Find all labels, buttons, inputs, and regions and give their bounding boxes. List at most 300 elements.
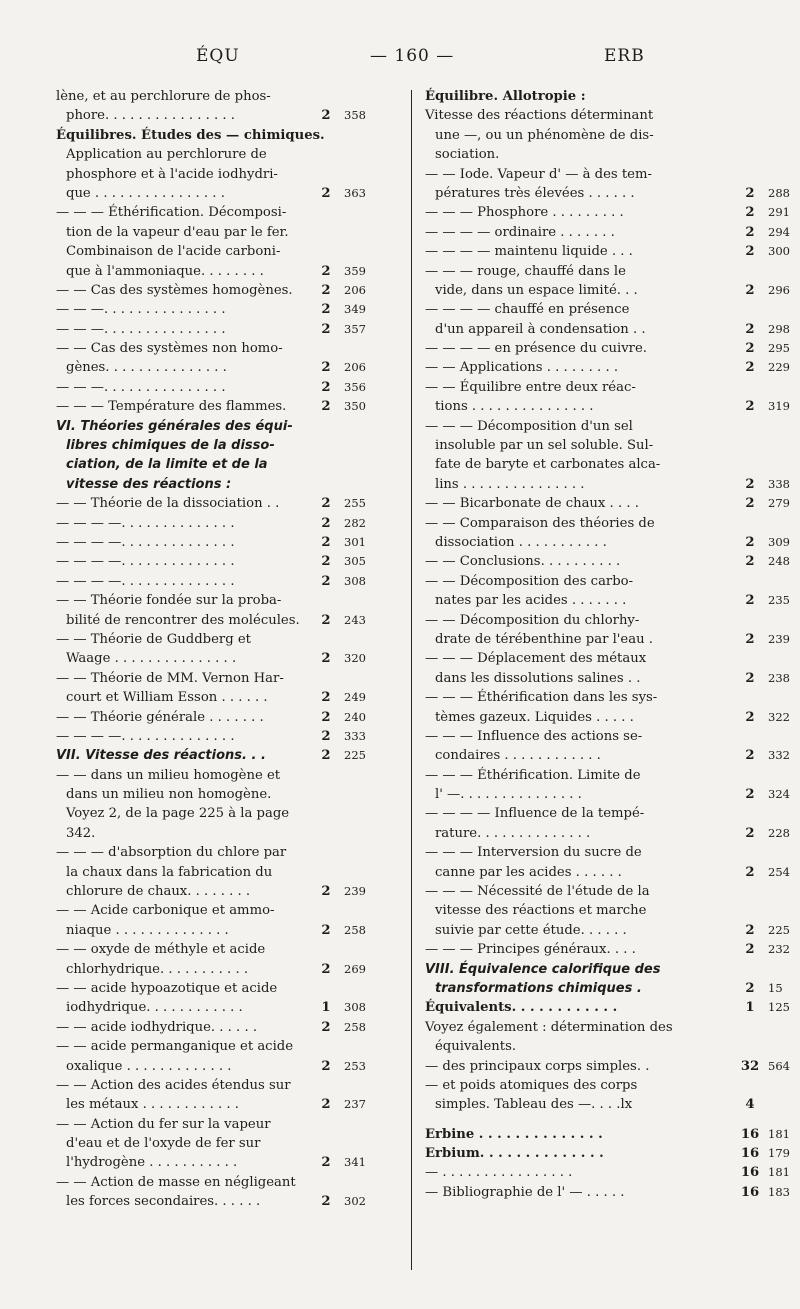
index-entry [56, 669, 376, 688]
volume-number: 2 [321, 1194, 331, 1210]
page-reference: 305 [344, 554, 366, 569]
page-reference: 179 [768, 1146, 790, 1161]
entry-reference [740, 1144, 800, 1163]
page-reference: 232 [768, 942, 790, 957]
volume-number: 2 [745, 205, 755, 221]
index-entry [56, 358, 376, 377]
entry-text: tions . . . . . . . . . . . . . . . [435, 399, 594, 415]
entry-reference [740, 940, 800, 959]
entry-reference [740, 669, 800, 688]
index-entry [56, 417, 376, 436]
volume-number: 2 [321, 108, 331, 124]
entry-text: condaires . . . . . . . . . . . . [435, 748, 601, 764]
index-entry [56, 1173, 376, 1192]
volume-number: 2 [745, 864, 755, 880]
volume-number: 1 [745, 1000, 755, 1016]
index-entry [56, 397, 376, 416]
page-reference: 240 [344, 709, 366, 724]
index-entry [425, 223, 800, 242]
page-reference: 338 [768, 476, 790, 491]
entry-reference [316, 281, 376, 300]
entry-text: phosphore et à l'acide iodhydri- [66, 166, 278, 182]
volume-number: 32 [740, 1058, 760, 1074]
page-reference: 125 [768, 1000, 790, 1015]
volume-number: 16 [740, 1146, 760, 1162]
index-entry [425, 998, 800, 1017]
index-entry [56, 882, 376, 901]
entry-reference [740, 223, 800, 242]
index-entry [56, 126, 376, 145]
page-reference: 269 [344, 961, 366, 976]
index-entry [425, 436, 800, 455]
index-entry [425, 591, 800, 610]
entry-text: — — — Interversion du sucre de [425, 845, 642, 861]
volume-number: 2 [321, 748, 331, 764]
entry-reference [740, 475, 800, 494]
entry-reference [316, 184, 376, 203]
index-entry [56, 165, 376, 184]
entry-text: sociation. [435, 147, 500, 163]
index-entry [56, 766, 376, 785]
entry-reference [316, 882, 376, 901]
entry-text: fate de baryte et carbonates alca- [435, 457, 661, 473]
page-reference: 350 [344, 399, 366, 414]
index-entry [425, 669, 800, 688]
index-entry [56, 1057, 376, 1076]
page-reference: 349 [344, 302, 366, 317]
entry-reference [740, 320, 800, 339]
page-reference: 302 [344, 1194, 366, 1209]
entry-text: tion de la vapeur d'eau par le fer. [66, 224, 289, 240]
index-entry [56, 843, 376, 862]
page-reference: 319 [768, 399, 790, 414]
entry-reference [740, 785, 800, 804]
entry-text: la chaux dans la fabrication du [66, 864, 273, 880]
index-entry [425, 611, 800, 630]
entry-text: une —, ou un phénomène de dis- [435, 127, 654, 143]
left-column [56, 87, 376, 1212]
entry-text: — — Cas des systèmes homogènes. [56, 282, 293, 298]
volume-number: 2 [745, 593, 755, 609]
page-reference: 356 [344, 379, 366, 394]
entry-text: — — —. . . . . . . . . . . . . . . [56, 321, 226, 337]
entry-text: l' —. . . . . . . . . . . . . . . [435, 787, 582, 803]
entry-text: — — — — ordinaire . . . . . . . [425, 224, 615, 240]
entry-text: court et William Esson . . . . . . [66, 690, 268, 706]
index-entry [425, 979, 800, 998]
entry-text: phore. . . . . . . . . . . . . . . . [66, 108, 235, 124]
entry-text: insoluble par un sel soluble. Sul- [435, 438, 654, 454]
index-entry [56, 998, 376, 1017]
page-reference: 255 [344, 496, 366, 511]
volume-number: 2 [745, 360, 755, 376]
entry-text: — — Théorie de la dissociation . . [56, 496, 280, 512]
entry-text: gènes. . . . . . . . . . . . . . . [66, 360, 227, 376]
entry-text: oxalique . . . . . . . . . . . . . [66, 1058, 232, 1074]
entry-text: vide, dans un espace limité. . . [435, 282, 638, 298]
index-entry [425, 417, 800, 436]
entry-reference [740, 281, 800, 300]
page-reference: 357 [344, 321, 366, 336]
page-reference: 288 [768, 185, 790, 200]
entry-text: — — — Déplacement des métaux [425, 651, 647, 667]
page-reference: 282 [344, 515, 366, 530]
index-entry [425, 572, 800, 591]
entry-reference [740, 339, 800, 358]
entry-text: Waage . . . . . . . . . . . . . . . [66, 651, 237, 667]
entry-text: — — acide hypoazotique et acide [56, 980, 278, 996]
entry-reference [740, 979, 800, 998]
page-number: — 160 — [370, 46, 455, 66]
entry-reference [316, 533, 376, 552]
volume-number: 2 [321, 554, 331, 570]
index-entry [425, 397, 800, 416]
entry-text: — — Théorie de MM. Vernon Har- [56, 670, 284, 686]
page-reference: 296 [768, 282, 790, 297]
entry-text: lène, et au perchlorure de phos- [56, 89, 271, 104]
entry-reference [740, 591, 800, 610]
entry-reference [316, 1095, 376, 1114]
page-reference: 206 [344, 360, 366, 375]
index-entry [425, 708, 800, 727]
index-entry [56, 940, 376, 959]
entry-text: les métaux . . . . . . . . . . . . [66, 1097, 239, 1113]
entry-reference [316, 1057, 376, 1076]
volume-number: 2 [321, 651, 331, 667]
entry-text: — — acide permanganique et acide [56, 1039, 294, 1055]
entry-text: — Bibliographie de l' — . . . . . [425, 1184, 625, 1200]
entry-text: — — — Éthérification dans les sys- [425, 690, 658, 706]
page-reference: 239 [768, 631, 790, 646]
volume-number: 2 [321, 709, 331, 725]
page-reference: 564 [768, 1058, 790, 1073]
entry-reference [740, 921, 800, 940]
index-entry [56, 804, 376, 823]
entry-reference [316, 649, 376, 668]
entry-text: — — — Éthérification. Limite de [425, 767, 641, 783]
page-reference: 248 [768, 554, 790, 569]
page-reference: 253 [344, 1058, 366, 1073]
entry-text: ciation, de la limite et de la [66, 457, 268, 473]
page-reference: 181 [768, 1126, 790, 1141]
index-entry [56, 611, 376, 630]
header-right: ERB [604, 46, 645, 66]
volume-number: 16 [740, 1165, 760, 1181]
entry-text: Erbium. . . . . . . . . . . . . . [425, 1146, 604, 1162]
volume-number: 2 [321, 612, 331, 628]
entry-text: chlorure de chaux. . . . . . . . [66, 884, 251, 900]
entry-reference [316, 358, 376, 377]
volume-number: 2 [745, 244, 755, 260]
entry-text: Équivalents. . . . . . . . . . . . [425, 1000, 618, 1016]
volume-number: 2 [745, 554, 755, 570]
entry-text: — — Comparaison des théories de [425, 515, 655, 531]
entry-reference [740, 1183, 800, 1202]
entry-reference [316, 262, 376, 281]
entry-text: pératures très élevées . . . . . . [435, 185, 635, 201]
entry-text: — — — — chauffé en présence [425, 302, 630, 318]
volume-number: 2 [745, 670, 755, 686]
volume-number: 2 [745, 787, 755, 803]
entry-text: — — Applications . . . . . . . . . [425, 360, 619, 376]
volume-number: 2 [745, 922, 755, 938]
index-entry [425, 552, 800, 571]
index-entry [56, 688, 376, 707]
index-entry [425, 281, 800, 300]
entry-text: dissociation . . . . . . . . . . . [435, 534, 607, 550]
page-reference: 206 [344, 282, 366, 297]
index-entry [425, 960, 800, 979]
index-entry [56, 727, 376, 746]
page-reference: 258 [344, 1019, 366, 1034]
index-entry [56, 591, 376, 610]
entry-text: — — Conclusions. . . . . . . . . . [425, 554, 621, 570]
page-reference: 238 [768, 670, 790, 685]
column-divider [411, 90, 412, 1270]
index-entry [56, 960, 376, 979]
index-entry [425, 901, 800, 920]
volume-number: 2 [745, 631, 755, 647]
entry-reference [316, 746, 376, 765]
entry-reference [316, 552, 376, 571]
index-entry [56, 1037, 376, 1056]
entry-reference [316, 1153, 376, 1172]
page-reference: 258 [344, 922, 366, 937]
entry-text: — — Bicarbonate de chaux . . . . [425, 496, 639, 512]
index-entry [425, 882, 800, 901]
index-entry [56, 1095, 376, 1114]
index-entry [56, 863, 376, 882]
entry-reference [740, 998, 800, 1017]
page-reference: 301 [344, 534, 366, 549]
entry-reference [740, 533, 800, 552]
entry-text: canne par les acides . . . . . . [435, 864, 622, 880]
entry-text: suivie par cette étude. . . . . . [435, 922, 627, 938]
volume-number: 4 [745, 1097, 755, 1113]
entry-text: Vitesse des réactions déterminant [425, 108, 654, 124]
entry-text: dans les dissolutions salines . . [435, 670, 641, 686]
index-entry [425, 106, 800, 125]
index-entry [56, 1115, 376, 1134]
entry-reference [316, 1192, 376, 1211]
entry-text: VII. Vitesse des réactions. . . [56, 748, 266, 764]
entry-reference [740, 242, 800, 261]
volume-number: 2 [321, 728, 331, 744]
volume-number: 2 [321, 302, 331, 318]
entry-text: — — dans un milieu homogène et [56, 767, 281, 783]
index-entry [425, 514, 800, 533]
index-entry [425, 145, 800, 164]
index-entry [425, 649, 800, 668]
index-entry [425, 242, 800, 261]
entry-text: — — Décomposition des carbo- [425, 573, 634, 589]
index-entry [56, 320, 376, 339]
page-reference: 322 [768, 709, 790, 724]
entry-reference [316, 494, 376, 513]
entry-reference [316, 320, 376, 339]
index-entry [56, 901, 376, 920]
index-entry [425, 203, 800, 222]
entry-reference [316, 998, 376, 1017]
index-entry [56, 1134, 376, 1153]
index-entry [56, 1192, 376, 1211]
entry-text: — — Iode. Vapeur d' — à des tem- [425, 166, 652, 182]
entry-text: Voyez également : détermination des [425, 1019, 673, 1035]
index-entry [56, 1076, 376, 1095]
index-entry [56, 708, 376, 727]
volume-number: 2 [321, 263, 331, 279]
page-reference: 298 [768, 321, 790, 336]
entry-text: tèmes gazeux. Liquides . . . . . [435, 709, 634, 725]
entry-reference [316, 378, 376, 397]
entry-reference [316, 300, 376, 319]
index-entry [56, 455, 376, 474]
entry-text: — — —. . . . . . . . . . . . . . . [56, 302, 226, 318]
entry-text: l'hydrogène . . . . . . . . . . . [66, 1155, 238, 1171]
index-entry [56, 514, 376, 533]
volume-number: 2 [321, 360, 331, 376]
entry-text: — — Action des acides étendus sur [56, 1077, 291, 1093]
volume-number: 2 [745, 942, 755, 958]
entry-text: VI. Théories générales des équi- [56, 418, 293, 434]
entry-text: — — — —. . . . . . . . . . . . . . [56, 728, 235, 744]
entry-reference [316, 727, 376, 746]
entry-text: — des principaux corps simples. . [425, 1058, 650, 1074]
index-entry [425, 533, 800, 552]
volume-number: 2 [745, 980, 755, 996]
entry-reference [740, 1125, 800, 1144]
index-entry [56, 785, 376, 804]
index-entry [56, 203, 376, 222]
volume-number: 2 [745, 224, 755, 240]
entry-reference [316, 611, 376, 630]
volume-number: 2 [745, 282, 755, 298]
page-reference: 225 [344, 748, 366, 763]
volume-number: 2 [321, 1155, 331, 1171]
entry-reference [316, 688, 376, 707]
entry-text: dans un milieu non homogène. [66, 787, 272, 803]
page-reference: 359 [344, 263, 366, 278]
entry-text: que à l'ammoniaque. . . . . . . . [66, 263, 264, 279]
index-entry [425, 630, 800, 649]
entry-text: vitesse des réactions et marche [435, 903, 647, 919]
page-reference: 279 [768, 496, 790, 511]
volume-number: 2 [745, 709, 755, 725]
entry-text: Combinaison de l'acide carboni- [66, 244, 281, 260]
index-entry [425, 1144, 800, 1163]
entry-text: — — — — Influence de la tempé- [425, 806, 645, 822]
entry-text: — — Théorie générale . . . . . . . [56, 709, 264, 725]
index-entry [425, 165, 800, 184]
entry-text: — — Théorie fondée sur la proba- [56, 593, 282, 609]
entry-reference [316, 106, 376, 125]
volume-number: 2 [745, 341, 755, 357]
index-entry [56, 184, 376, 203]
entry-text: les forces secondaires. . . . . . [66, 1194, 261, 1210]
volume-number: 2 [321, 496, 331, 512]
index-entry [56, 824, 376, 843]
index-entry [425, 1037, 800, 1056]
index-entry [425, 688, 800, 707]
entry-text: 342. [66, 825, 96, 841]
volume-number: 2 [321, 961, 331, 977]
volume-number: 2 [745, 476, 755, 492]
page-reference: 300 [768, 244, 790, 259]
index-entry [56, 378, 376, 397]
entry-reference [740, 630, 800, 649]
entry-text: — et poids atomiques des corps [425, 1077, 638, 1093]
index-entry [56, 552, 376, 571]
index-entry [425, 727, 800, 746]
volume-number: 1 [321, 1000, 331, 1016]
page-reference: 291 [768, 205, 790, 220]
page-reference: 228 [768, 825, 790, 840]
volume-number: 2 [321, 534, 331, 550]
index-entry [425, 475, 800, 494]
volume-number: 2 [745, 748, 755, 764]
entry-text: — — acide iodhydrique. . . . . . [56, 1019, 258, 1035]
entry-text: — — — Nécessité de l'étude de la [425, 884, 650, 900]
entry-reference [740, 863, 800, 882]
entry-text: Équilibres. Études des — chimiques. [56, 127, 325, 143]
entry-text: vitesse des réactions : [66, 476, 232, 492]
entry-text: — — — Phosphore . . . . . . . . . [425, 205, 624, 221]
entry-reference [740, 184, 800, 203]
page-reference: 294 [768, 224, 790, 239]
index-entry [56, 630, 376, 649]
index-entry [425, 87, 800, 106]
entry-text: — — — d'absorption du chlore par [56, 845, 287, 861]
entry-text: transformations chimiques . [435, 980, 642, 996]
entry-text: Équilibre. Allotropie : [425, 89, 586, 104]
index-entry [425, 378, 800, 397]
index-entry [425, 1018, 800, 1037]
entry-text: — — Action du fer sur la vapeur [56, 1116, 271, 1132]
page-reference: 243 [344, 612, 366, 627]
index-entry [56, 475, 376, 494]
index-entry [425, 320, 800, 339]
page-header [0, 46, 800, 72]
entry-text: — . . . . . . . . . . . . . . . . [425, 1165, 573, 1181]
index-entry [56, 262, 376, 281]
index-entry [56, 339, 376, 358]
index-entry [56, 281, 376, 300]
index-entry [425, 766, 800, 785]
volume-number: 2 [745, 496, 755, 512]
index-entry [425, 126, 800, 145]
index-entry [56, 145, 376, 164]
page-reference: 341 [344, 1155, 366, 1170]
index-entry [425, 921, 800, 940]
entry-reference [740, 1095, 800, 1114]
volume-number: 2 [745, 321, 755, 337]
index-entry [425, 746, 800, 765]
page-reference: 309 [768, 534, 790, 549]
volume-number: 2 [745, 534, 755, 550]
volume-number: 2 [321, 922, 331, 938]
index-entry [425, 1163, 800, 1182]
index-entry [56, 1018, 376, 1037]
volume-number: 2 [321, 515, 331, 531]
entry-reference [740, 1163, 800, 1182]
index-entry [425, 1125, 800, 1144]
index-entry [425, 1076, 800, 1095]
entry-reference [740, 824, 800, 843]
page-reference: 358 [344, 108, 366, 123]
entry-reference [740, 397, 800, 416]
entry-text: — — — — maintenu liquide . . . [425, 244, 633, 260]
volume-number: 2 [321, 1097, 331, 1113]
